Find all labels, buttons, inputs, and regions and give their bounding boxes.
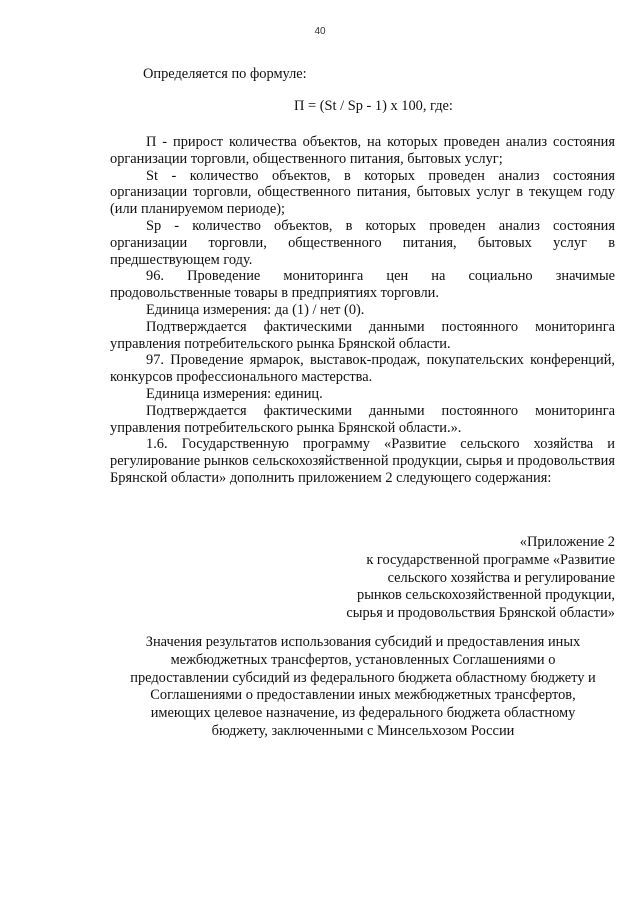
page-number: 40	[314, 26, 326, 37]
paragraph: 1.6. Государственную программу «Развитие сельского хозяйства и регулирование рынков сельскохозяйственной продукции, сырья и продовольствия Брянской области» дополнить приложением 2 следующего содержания:	[110, 436, 615, 486]
paragraph: П - прирост количества объектов, на которых проведен анализ состояния организации торговли, общественного питания, бытовых услуг;	[110, 134, 615, 167]
title-line: имеющих целевое назначение, из федерального бюджета областному	[150, 705, 576, 722]
paragraph: 97. Проведение ярмарок, выставок-продаж, покупательских конференций, конкурсов профессионального мастерства.	[110, 352, 615, 386]
title-line: бюджету, заключенными с Минсельхозом России	[211, 722, 515, 739]
title-line: межбюджетных трансфертов, установленных Соглашениями о	[170, 651, 556, 668]
paragraph: Единица измерения: единиц.	[146, 385, 323, 402]
paragraph: Sp - количество объектов, в которых проведен анализ состояния организации торговли, общественного питания, бытовых услуг в предшествующем году.	[110, 217, 615, 268]
appendix-line: сельского хозяйства и регулирование	[387, 569, 615, 586]
formula: П = (St / Sp - 1) х 100, где:	[294, 98, 453, 114]
paragraph: Подтверждается фактическими данными постоянного мониторинга управления потребительского рынка Брянской области.	[110, 318, 615, 352]
paragraph: Подтверждается фактическими данными постоянного мониторинга управления потребительского рынка Брянской области.».	[110, 402, 615, 436]
section-title	[108, 634, 618, 741]
appendix-line: «Приложение 2	[519, 534, 615, 550]
appendix-header	[315, 534, 615, 623]
paragraph: 96. Проведение мониторинга цен на социально значимые продовольственные товары в предприятиях торговли.	[110, 268, 615, 302]
paragraph: St - количество объектов, в которых проведен анализ состояния организации торговли, общественного питания, бытовых услуг в текущем году (или планируемом периоде);	[110, 167, 615, 218]
appendix-line: сырья и продовольствия Брянской области»	[346, 605, 615, 622]
body-text	[110, 134, 615, 487]
paragraph: Единица измерения: да (1) / нет (0).	[146, 301, 365, 318]
title-line: Соглашениями о предоставлении иных межбюджетных трансфертов,	[150, 687, 576, 704]
title-line: Значения результатов использования субсидий и предоставления иных	[145, 634, 581, 650]
appendix-line: к государственной программе «Развитие	[366, 551, 615, 568]
title-line: предоставлении субсидий из федерального бюджета областному бюджету и	[130, 669, 596, 686]
formula-intro: Определяется по формуле:	[143, 66, 307, 82]
appendix-line: рынков сельскохозяйственной продукции,	[357, 587, 615, 604]
